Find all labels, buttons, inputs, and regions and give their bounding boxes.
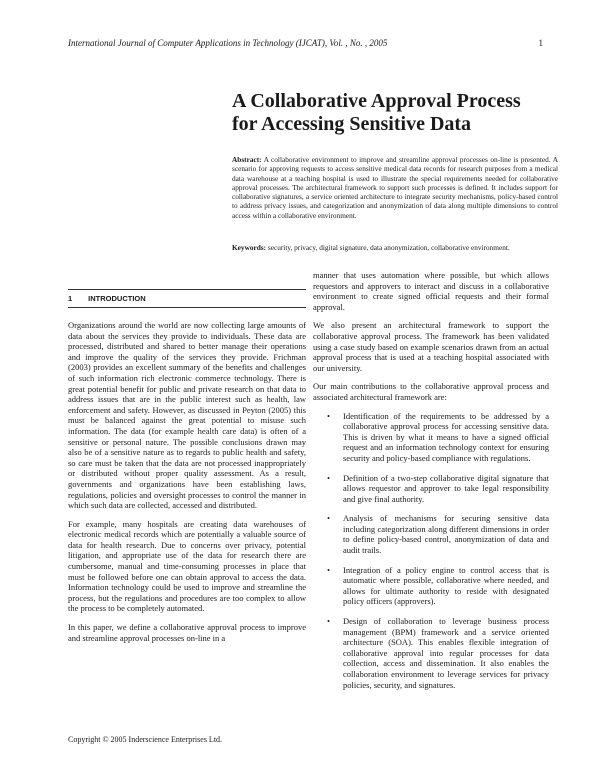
paragraph: Our main contributions to the collaborative approval process and associated architectural framework are:: [313, 381, 549, 402]
list-item-text: Design of collaboration to leverage business process management (BPM) framework and a service oriented architecture (SOA). This enables flexible integration of collaborative approval into regular processes for data collection, access and dissemination. It also enables the collaboration environment to leverage services for privacy policies, security, and signatures.: [343, 616, 549, 690]
bullet-icon: •: [327, 410, 330, 421]
journal-citation: International Journal of Computer Applications in Technology (IJCAT), Vol. , No. , 2005: [68, 38, 388, 48]
title-line-2: for Accessing Sensitive Data: [232, 113, 472, 135]
section-title: INTRODUCTION: [88, 294, 146, 303]
list-item: [313, 565, 549, 607]
page-number: 1: [538, 38, 543, 48]
title-line-1: A Collaborative Approval Process: [232, 90, 521, 112]
keywords-label: Keywords:: [232, 243, 267, 252]
list-item: [313, 513, 549, 555]
list-item: [313, 411, 549, 464]
running-header: [68, 38, 543, 48]
paragraph: Organizations around the world are now collecting large amounts of data about the services they provide to individuals. These data are processed, distributed and shared to better manage their operations and improve the quality of the services they provide. Frichman (2003) provides an excellent summary of the benefits and challenges of such information rich electronic commerce technology. There is great potential benefit for public and private research on that data to address issues that are in the public interest such as health, law enforcement and safety. However, as discussed in Peyton (2005) this must be balanced against the great potential to misuse such information. The data (for example health care data) is often of a sensitive or personal nature. The possible conclusions drawn may also be of a sensitive nature as to regards to public health and safety, so care must be taken that the data are not processed inappropriately or distributed without proper quality assessment. As a result, governments and organizations have been establishing laws, regulations, policies and oversight processes to control the manner in which such data are collected, accessed and distributed.: [68, 320, 306, 511]
section-number: 1: [68, 294, 73, 303]
list-item-text: Identification of the requirements to be addressed by a collaborative approval process for accessing sensitive data. This is driven by what it means to have a signed official request and an information technology context for ensuring security and policy-based compliance with regulations.: [343, 410, 549, 463]
list-item: [313, 473, 549, 505]
bullet-icon: •: [327, 472, 330, 483]
paper-title: [232, 90, 562, 136]
copyright-footer: Copyright © 2005 Inderscience Enterprises Ltd.: [68, 735, 223, 744]
abstract: [232, 155, 558, 220]
section-heading-introduction: [68, 289, 306, 308]
list-item-text: Integration of a policy engine to control access that is automatic where possible, collaborative where needed, and allows for ultimate authority to reside with designated policy officers (approvers).: [343, 564, 549, 607]
list-item-text: Definition of a two-step collaborative digital signature that allows requestor and approver to take legal responsibility and give final authority.: [343, 472, 549, 504]
right-column: [313, 270, 549, 699]
list-item-text: Analysis of mechanisms for securing sensitive data including categorization along different dimensions in order to define policy-based control, anonymization of data and audit trails.: [343, 513, 549, 556]
keywords: [232, 243, 558, 252]
list-item: [313, 616, 549, 690]
bullet-icon: •: [327, 513, 330, 524]
paragraph: For example, many hospitals are creating data warehouses of electronic medical records which are potentially a valuable source of data for health research. Due to concerns over privacy, potential litigation, and appropriate use of the data for research there are cumbersome, manual and time-consuming processes in place that must be followed before one can obtain approval to access the data. Information technology could be used to improve and streamline the process, but the regulations and procedures are too complex to allow the process to be completely automated.: [68, 518, 306, 614]
keywords-text: security, privacy, digital signature, data anonymization, collaborative environment.: [267, 243, 510, 252]
contributions-list: [313, 411, 549, 691]
left-column: [68, 320, 306, 651]
bullet-icon: •: [327, 564, 330, 575]
bullet-icon: •: [327, 616, 330, 627]
abstract-label: Abstract:: [232, 155, 262, 164]
abstract-text: A collaborative environment to improve and streamline approval processes on-line is presented. A scenario for approving requests to access sensitive medical data records for research purposes from a medical data warehouse at a teaching hospital is used to illustrate the special requirements needed for collaborative approval processes. The architectural framework to support such processes is defined. It includes support for collaborative signatures, a service oriented architecture to integrate security mechanisms, policy-based control to address privacy issues, and categorization and anonymization of data along multiple dimensions to control access within a collaborative environment.: [232, 155, 558, 220]
paragraph: We also present an architectural framework to support the collaborative approval process. The framework has been validated using a case study based on example scenarios drawn from an actual approval process that is used at a teaching hospital associated with our university.: [313, 320, 549, 373]
paragraph: In this paper, we define a collaborative approval process to improve and streamline approval processes on-line in a: [68, 622, 306, 643]
paragraph: manner that uses automation where possible, but which allows requestors and approvers to interact and discuss in a collaborative environment to create signed official requests and their formal approval.: [313, 270, 549, 312]
